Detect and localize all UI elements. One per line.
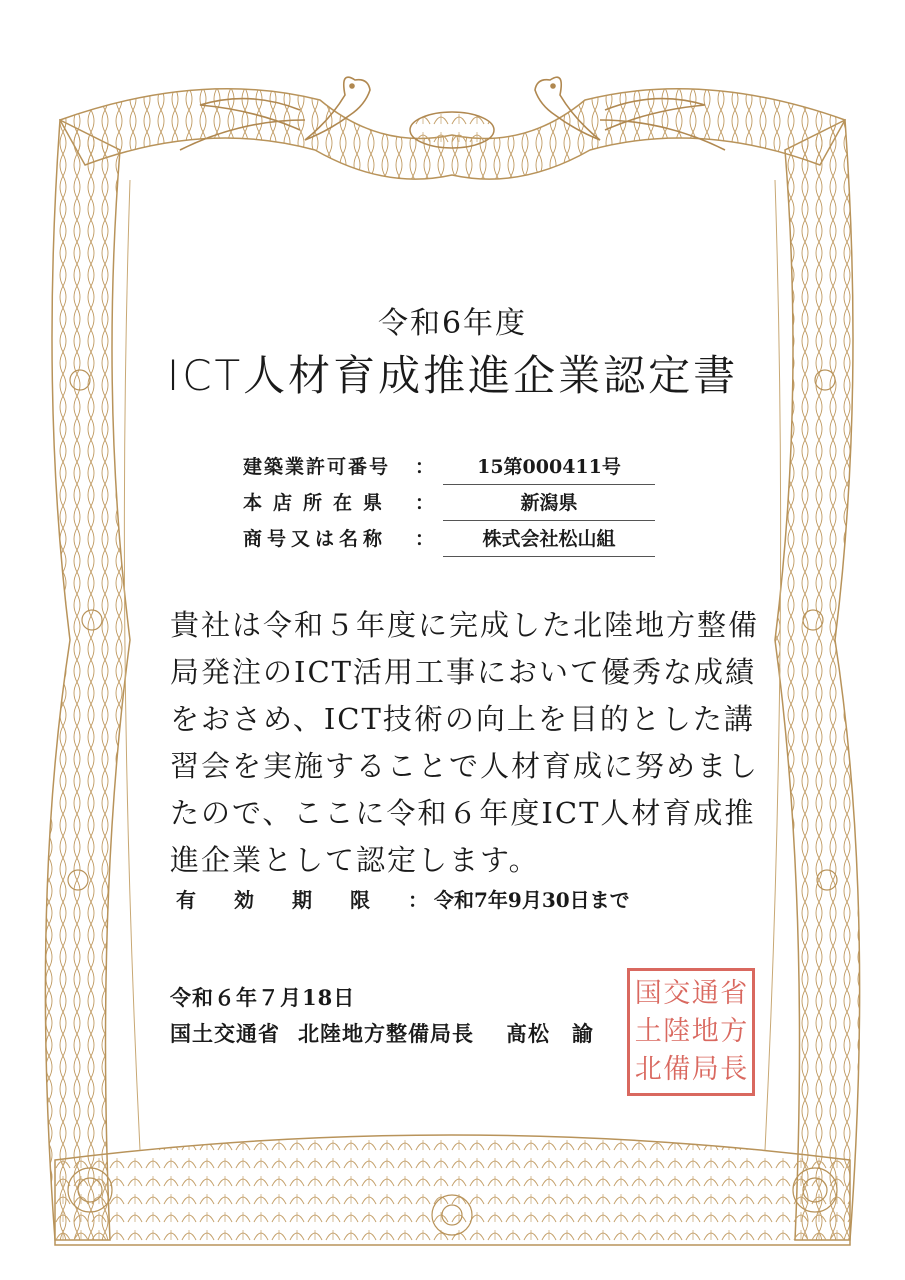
body-line: 進企業として認定します。 (170, 843, 540, 877)
top-crest-icon (410, 112, 494, 148)
detail-row-prefecture (243, 484, 663, 520)
certificate-year: 令和6年度 (377, 306, 528, 341)
detail-value: 15第000411号 (443, 452, 655, 485)
detail-colon: ： (415, 492, 435, 514)
detail-value: 株式会社松山組 (443, 524, 655, 557)
detail-label: 建築業許可番号 (243, 456, 391, 478)
body-line: たので、ここに令和６年度ICT人材育成推 (170, 796, 756, 830)
validity-colon: ： (408, 888, 428, 912)
validity-label: 有 効 期 限 (176, 888, 370, 912)
detail-label: 商号又は名称 (243, 528, 388, 550)
issuer (170, 1018, 594, 1048)
detail-colon: ： (415, 528, 435, 550)
detail-colon: ： (415, 456, 435, 478)
border-bottom-band (55, 1135, 850, 1245)
detail-value: 新潟県 (443, 488, 655, 521)
validity-value: 令和7年9月30日まで (434, 888, 630, 912)
body-line: 局発注のICT活用工事において優秀な成績 (170, 655, 756, 689)
border-left-band (45, 120, 130, 1240)
issuer-office: 北陸地方整備局長 (298, 1021, 474, 1046)
body-line: をおさめ、ICT技術の向上を目的とした講 (170, 702, 755, 736)
issuer-organization: 国土交通省 (170, 1021, 280, 1046)
body-line: 貴社は令和５年度に完成した北陸地方整備 (170, 608, 760, 642)
validity-period (176, 884, 630, 913)
detail-row-license (243, 448, 663, 484)
issuer-name: 髙松 諭 (506, 1021, 594, 1046)
border-right-band (775, 120, 860, 1240)
details-table (243, 448, 663, 556)
issue-date: 令和６年７月18日 (170, 985, 356, 1010)
certificate-body (170, 602, 760, 884)
certificate-title: ICT人材育成推進企業認定書 (166, 351, 739, 400)
official-seal-icon: 国 交 通 省 土 陸 地 方 北 備 局 長 (627, 968, 755, 1096)
detail-row-company (243, 520, 663, 556)
body-line: 習会を実施することで人材育成に努めまし (170, 749, 760, 783)
detail-label: 本店所在県 (243, 492, 394, 514)
